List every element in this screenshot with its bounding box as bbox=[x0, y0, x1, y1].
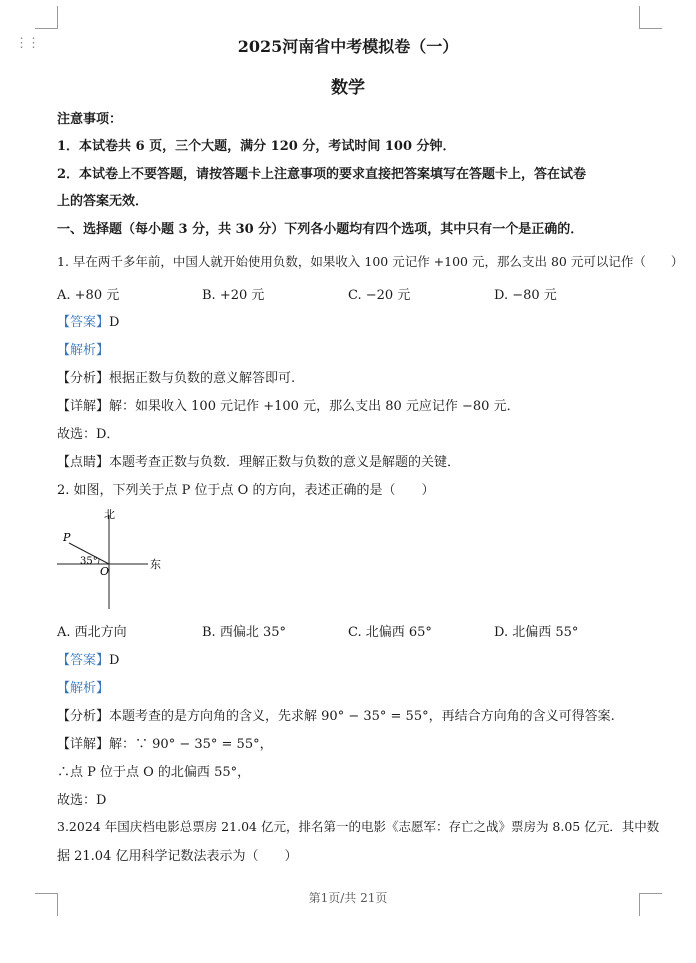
q1-option-b: B. +20 元 bbox=[202, 288, 265, 303]
angle-arc bbox=[98, 559, 99, 564]
label-north: 北 bbox=[104, 508, 115, 521]
q2-option-c: C. 北偏西 65° bbox=[348, 625, 432, 640]
page-title: 2025河南省中考模拟卷（一） bbox=[237, 37, 459, 56]
q1-stem: 1. 早在两千多年前，中国人就开始使用负数，如果收入 100 元记作 +100 元，那么支出 80 元可以记作（ ） bbox=[57, 254, 684, 269]
notice-item-2: 2．本试卷上不要答题，请按答题卡上注意事项的要求直接把答案填写在答题卡上，答在试卷 bbox=[57, 167, 587, 182]
drag-handle-icon[interactable]: ⋮⋮ bbox=[15, 36, 39, 51]
q1-analysis-tag: 【解析】 bbox=[57, 343, 110, 358]
notice-item-2-cont: 上的答案无效． bbox=[57, 194, 149, 209]
section-heading: 一、选择题（每小题 3 分，共 30 分）下列各小题均有四个选项，其中只有一个是正确的． bbox=[57, 222, 584, 237]
subject-title: 数学 bbox=[331, 78, 365, 98]
crop-mark-top-right bbox=[639, 6, 662, 29]
q2-stem: 2. 如图，下列关于点 P 位于点 O 的方向，表述正确的是（ ） bbox=[57, 483, 435, 498]
direction-figure bbox=[55, 505, 175, 613]
label-o: O bbox=[100, 565, 110, 578]
label-angle: 35° bbox=[80, 556, 98, 567]
q2-therefore: ∴点 P 位于点 O 的北偏西 55°， bbox=[57, 765, 251, 780]
q2-xiangjie: 【详解】解：∵ 90° − 35° = 55°， bbox=[57, 737, 273, 752]
q1-choose: 故选：D． bbox=[57, 427, 120, 442]
page-footer: 第1页/共 21页 bbox=[308, 891, 388, 905]
label-east: 东 bbox=[150, 558, 161, 571]
label-p: P bbox=[63, 531, 71, 544]
q3-stem-line-2: 据 21.04 亿用科学记数法表示为（ ） bbox=[57, 849, 298, 864]
notice-heading: 注意事项： bbox=[57, 112, 123, 127]
q2-option-d: D. 北偏西 55° bbox=[494, 625, 579, 640]
q3-stem-line-1: 3.2024 年国庆档电影总票房 21.04 亿元，排名第一的电影《志愿军：存亡之战》票房为 8.05 亿元．其中数 bbox=[57, 819, 660, 834]
q1-option-c: C. −20 元 bbox=[348, 288, 411, 303]
q2-analysis-tag: 【解析】 bbox=[57, 681, 110, 696]
q2-option-a: A. 西北方向 bbox=[57, 625, 127, 640]
q1-option-a: A. +80 元 bbox=[57, 288, 120, 303]
q2-fenxi: 【分析】本题考查的是方向角的含义，先求解 90° − 35° = 55°，再结合方向角的含义可得答案. bbox=[57, 709, 615, 724]
q1-fenxi: 【分析】根据正数与负数的意义解答即可. bbox=[57, 371, 296, 386]
q2-answer: 【答案】D bbox=[57, 653, 120, 668]
q1-dianjing: 【点睛】本题考查正数与负数．理解正数与负数的意义是解题的关键． bbox=[57, 455, 461, 470]
q2-choose: 故选：D bbox=[57, 793, 107, 808]
notice-item-1: 1．本试卷共 6 页，三个大题，满分 120 分，考试时间 100 分钟． bbox=[57, 139, 456, 154]
crop-mark-top-left bbox=[35, 6, 58, 29]
q2-option-b: B. 西偏北 35° bbox=[202, 625, 286, 640]
q1-answer: 【答案】D bbox=[57, 315, 120, 330]
q1-xiangjie: 【详解】解：如果收入 100 元记作 +100 元，那么支出 80 元应记作 −80 元． bbox=[57, 399, 520, 414]
q1-option-d: D. −80 元 bbox=[494, 288, 557, 303]
